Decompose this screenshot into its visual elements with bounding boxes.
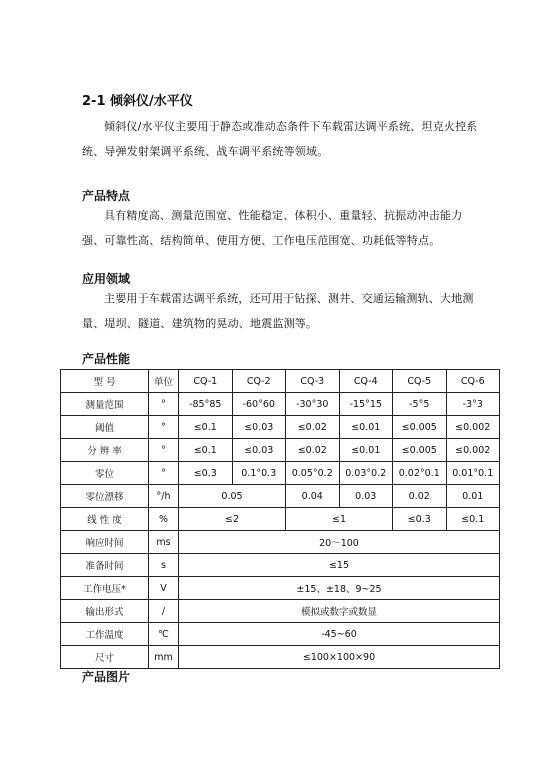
- row-unit: ℃: [149, 623, 179, 646]
- table-cell: -30°30: [286, 393, 340, 416]
- table-cell: -85°85: [179, 393, 233, 416]
- header-cell: CQ-4: [339, 370, 393, 393]
- row-label: 测量范围: [61, 393, 149, 416]
- table-row: [61, 508, 500, 531]
- table-row: [61, 554, 500, 577]
- header-cell: CQ-3: [286, 370, 340, 393]
- table-cell: -3°3: [446, 393, 500, 416]
- table-row: [61, 623, 500, 646]
- row-label: 工作温度: [61, 623, 149, 646]
- row-label: 尺寸: [61, 646, 149, 669]
- header-cell: 型 号: [61, 370, 149, 393]
- table-row: [61, 416, 500, 439]
- table-cell: ≤0.002: [446, 439, 500, 462]
- performance-heading: 产品性能: [82, 352, 131, 366]
- table-row: [61, 577, 500, 600]
- spec-table: [60, 369, 500, 669]
- table-row: [61, 531, 500, 554]
- table-cell: 0.03: [339, 485, 393, 508]
- table-cell: 0.04: [286, 485, 340, 508]
- table-cell: ≤0.005: [393, 416, 447, 439]
- table-row: [61, 439, 500, 462]
- table-cell: 0.05: [179, 485, 286, 508]
- row-label: 阈值: [61, 416, 149, 439]
- table-cell: ≤0.1: [179, 416, 233, 439]
- table-cell: ≤0.01: [339, 416, 393, 439]
- table-cell: 20～100: [179, 531, 500, 554]
- row-label: 零位漂移: [61, 485, 149, 508]
- header-cell: CQ-5: [393, 370, 447, 393]
- table-cell: 0.05°0.2: [286, 462, 340, 485]
- row-unit: V: [149, 577, 179, 600]
- table-cell: ≤2: [179, 508, 286, 531]
- table-row: [61, 600, 500, 623]
- row-unit: %: [149, 508, 179, 531]
- table-cell: ≤0.02: [286, 439, 340, 462]
- section-title: 2-1 倾斜仪/水平仪: [82, 94, 193, 109]
- intro-paragraph: 倾斜仪/水平仪主要用于静态或准动态条件下车载雷达调平系统、坦克火控系统、导弹发射架调平系统、战车调平系统等领域。: [82, 120, 478, 158]
- table-cell: 0.02: [393, 485, 447, 508]
- table-cell: ±15、±18、9~25: [179, 577, 500, 600]
- features-heading: 产品特点: [82, 189, 131, 203]
- table-cell: ≤0.03: [232, 416, 286, 439]
- row-unit: °/h: [149, 485, 179, 508]
- pictures-heading: 产品图片: [82, 670, 131, 684]
- table-cell: ≤15: [179, 554, 500, 577]
- table-row: [61, 393, 500, 416]
- row-unit: °: [149, 462, 179, 485]
- table-cell: ≤0.005: [393, 439, 447, 462]
- table-cell: -15°15: [339, 393, 393, 416]
- table-cell: 0.01: [446, 485, 500, 508]
- row-label: 响应时间: [61, 531, 149, 554]
- row-unit: mm: [149, 646, 179, 669]
- row-unit: /: [149, 600, 179, 623]
- table-row: [61, 485, 500, 508]
- row-unit: ms: [149, 531, 179, 554]
- table-cell: ≤0.3: [393, 508, 447, 531]
- row-unit: s: [149, 554, 179, 577]
- header-cell: CQ-1: [179, 370, 233, 393]
- row-label: 工作电压*: [61, 577, 149, 600]
- row-label: 线 性 度: [61, 508, 149, 531]
- row-label: 输出形式: [61, 600, 149, 623]
- table-cell: ≤0.1: [446, 508, 500, 531]
- table-cell: ≤0.3: [179, 462, 233, 485]
- row-unit: °: [149, 393, 179, 416]
- table-cell: 0.01°0.1: [446, 462, 500, 485]
- table-cell: ≤1: [286, 508, 393, 531]
- row-unit: °: [149, 416, 179, 439]
- table-cell: -60°60: [232, 393, 286, 416]
- features-paragraph: 具有精度高、测量范围宽、性能稳定、体积小、重量轻、抗振动冲击能力强、可靠性高、结构简单、使用方便、工作电压范围宽、功耗低等特点。: [82, 209, 463, 247]
- table-cell: ≤0.03: [232, 439, 286, 462]
- applications-heading: 应用领域: [82, 272, 131, 286]
- header-cell: CQ-6: [446, 370, 500, 393]
- table-row: [61, 462, 500, 485]
- table-cell: 0.1°0.3: [232, 462, 286, 485]
- row-label: 分 辨 率: [61, 439, 149, 462]
- header-cell: CQ-2: [232, 370, 286, 393]
- table-cell: -5°5: [393, 393, 447, 416]
- applications-paragraph: 主要用于车载雷达调平系统，还可用于钻探、测井、交通运输测轨、大地测量、堤坝、隧道、建筑物的晃动、地震监测等。: [82, 292, 474, 330]
- row-label: 准备时间: [61, 554, 149, 577]
- row-unit: °: [149, 439, 179, 462]
- header-cell: 单位: [149, 370, 179, 393]
- table-cell: ≤0.002: [446, 416, 500, 439]
- table-cell: 0.02°0.1: [393, 462, 447, 485]
- row-label: 零位: [61, 462, 149, 485]
- table-cell: ≤100×100×90: [179, 646, 500, 669]
- table-row: [61, 646, 500, 669]
- table-cell: -45~60: [179, 623, 500, 646]
- table-cell: 0.03°0.2: [339, 462, 393, 485]
- table-cell: ≤0.02: [286, 416, 340, 439]
- table-cell: ≤0.1: [179, 439, 233, 462]
- table-cell: ≤0.01: [339, 439, 393, 462]
- table-header-row: [61, 370, 500, 393]
- table-cell: 模拟或数字或数显: [179, 600, 500, 623]
